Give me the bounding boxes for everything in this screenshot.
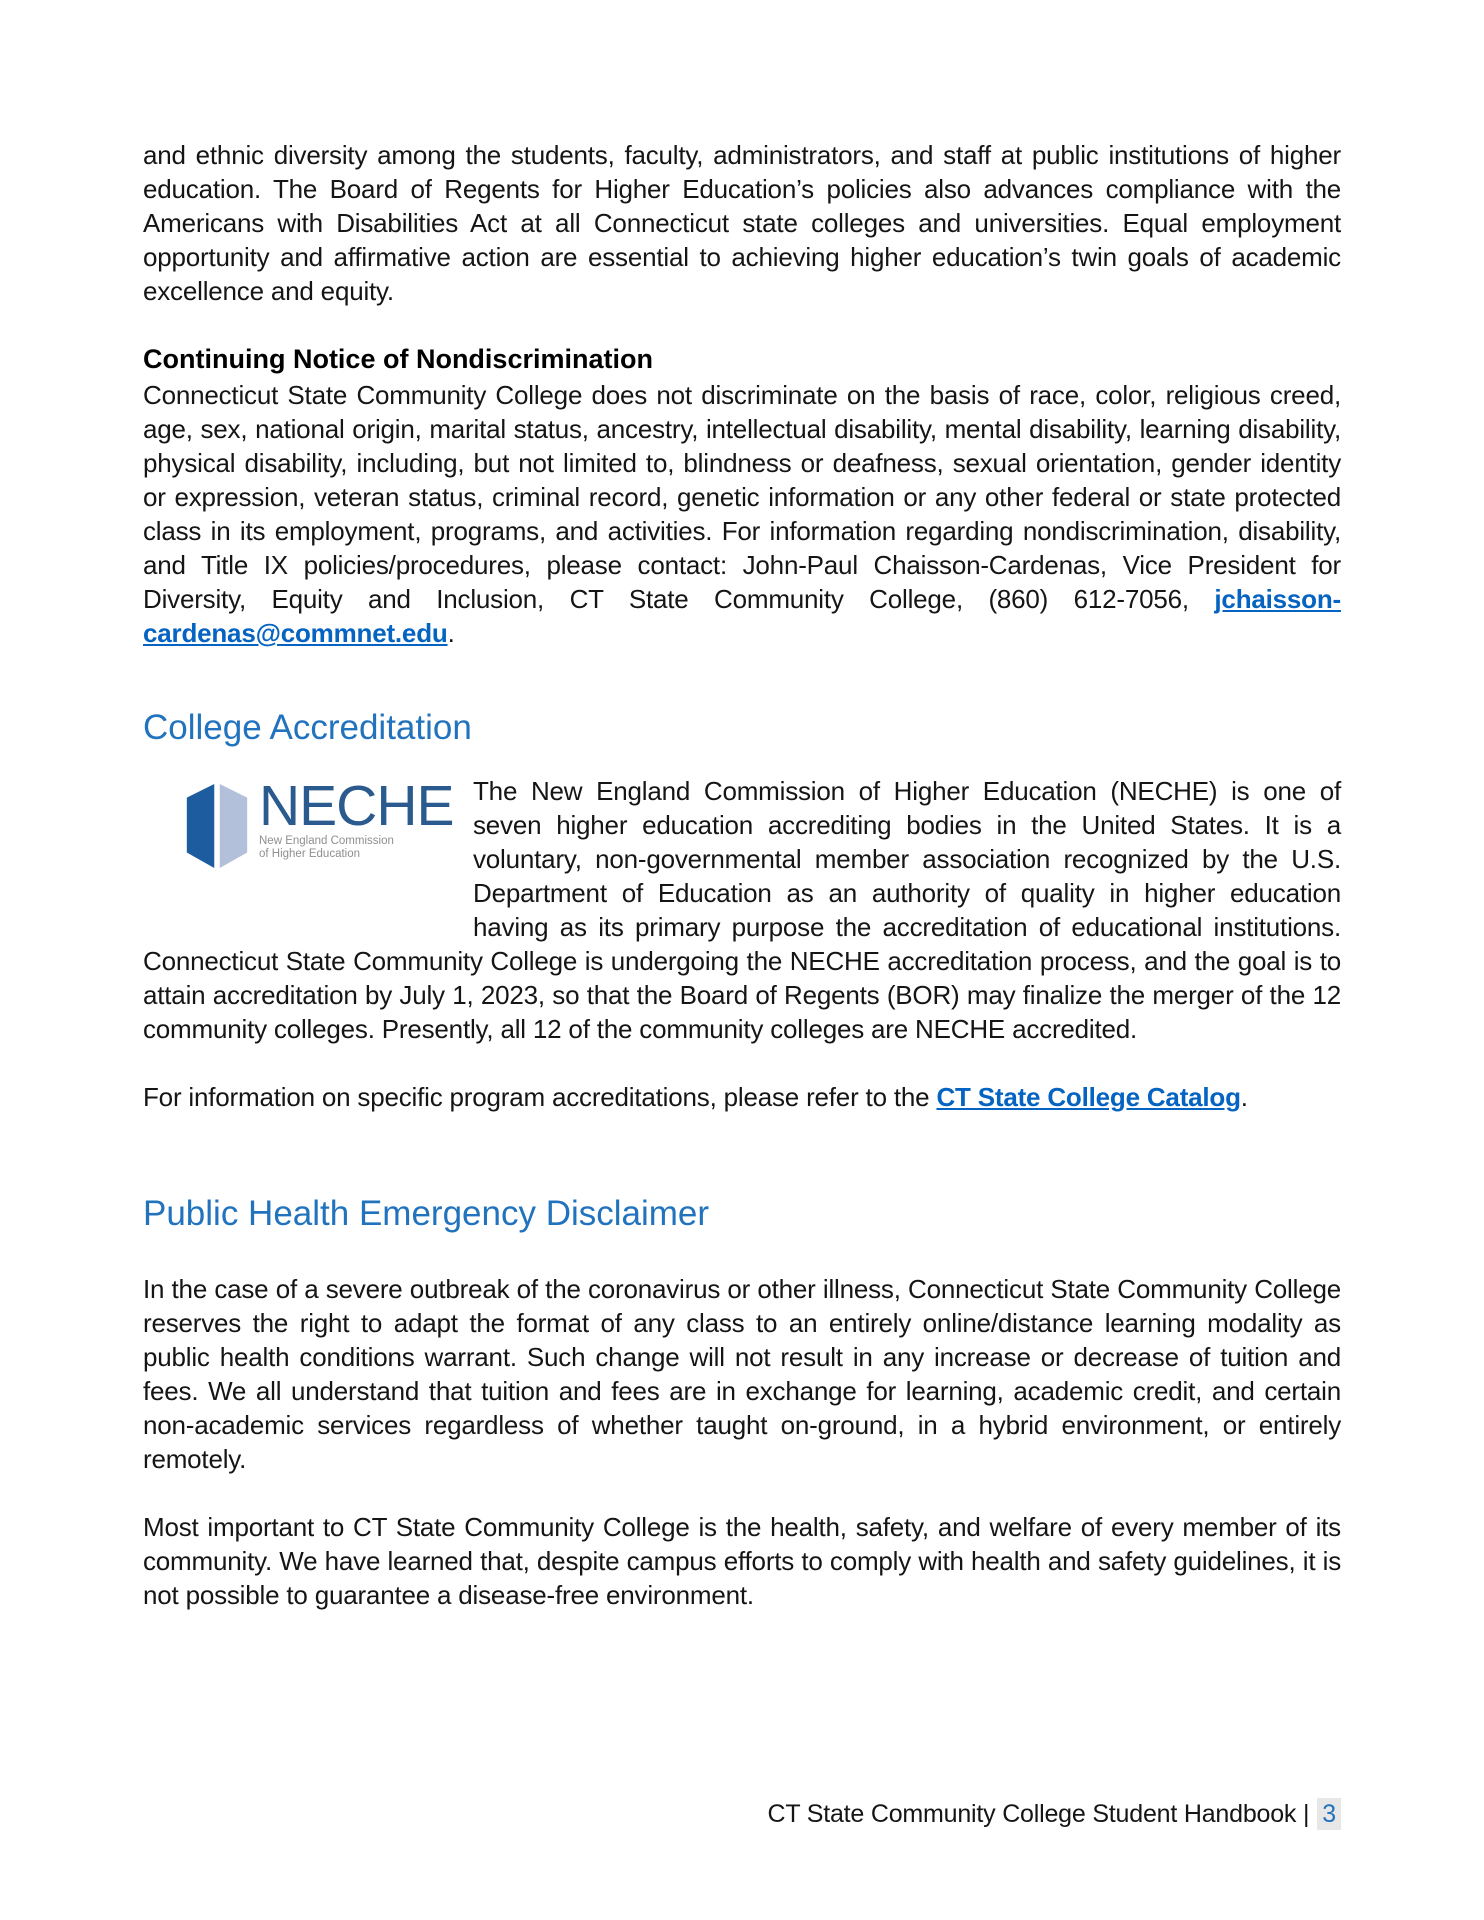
public-health-paragraph-2: Most important to CT State Community College is the health, safety, and welfare of every member of its community. We have learned that, despite campus efforts to comply with health and safety guidelines, it is not possible to guarantee a disease-free environment. bbox=[143, 1512, 1341, 1610]
neche-logo bbox=[143, 774, 473, 912]
nondiscrimination-text: Connecticut State Community College does not discriminate on the basis of race, color, religious creed, age, sex, national origin, marital status, ancestry, intellectual disability, mental disability, learning disability, physical disability, including, but not limited to, blindness or deafness, sexual orientation, gender identity or expression, veteran status, criminal record, genetic information or any other federal or state protected class in its employment, programs, and activities. For information regarding nondiscrimination, disability, and Title IX policies/procedures, please contact: John-Paul Chaisson-Cardenas, Vice President for Diversity, Equity and Inclusion, CT State Community College, (860) 612-7056, bbox=[143, 380, 1341, 614]
nondiscrimination-heading: Continuing Notice of Nondiscrimination bbox=[143, 344, 653, 374]
footer-text: CT State Community College Student Handbook | bbox=[767, 1800, 1310, 1828]
public-health-heading: Public Health Emergency Disclaimer bbox=[143, 1194, 710, 1233]
accreditation-text: The New England Commission of Higher Education (NECHE) is one of seven higher education accrediting bodies in the United States. It is a voluntary, non-governmental member association recognized by the U.S. Department of Education as an authority of quality in higher education having as its primary purpose the accreditation of educational institutions. Connecticut State Community College is undergoing the NECHE accreditation process, and the goal is to attain accreditation by July 1, 2023, so that the Board of Regents (BOR) may finalize the merger of the 12 community colleges. Presently, all 12 of the community colleges are NECHE accredited. bbox=[143, 776, 1341, 1044]
catalog-text-end: . bbox=[1240, 1082, 1248, 1112]
page-number: 3 bbox=[1317, 1798, 1341, 1830]
page-content bbox=[143, 138, 1341, 1612]
open-book-icon bbox=[185, 780, 249, 872]
page-footer bbox=[768, 1798, 1342, 1830]
email-link[interactable]: jchaisson-cardenas@commnet.edu bbox=[143, 584, 1341, 648]
catalog-text: For information on specific program accreditations, please refer to the bbox=[143, 1082, 937, 1112]
catalog-link[interactable]: CT State College Catalog bbox=[936, 1082, 1241, 1112]
public-health-paragraph-1: In the case of a severe outbreak of the coronavirus or other illness, Connecticut State Community College reserves the right to adapt the format of any class to an entirely online/distance learning modality as public health conditions warrant. Such change will not result in any increase or decrease of tuition and fees. We all understand that tuition and fees are in exchange for learning, academic credit, and certain non-academic services regardless of whether taught on-ground, in a hybrid environment, or entirely remotely. bbox=[143, 1274, 1341, 1474]
accreditation-paragraph bbox=[143, 774, 1341, 1046]
college-accreditation-heading: College Accreditation bbox=[143, 708, 472, 747]
catalog-paragraph bbox=[143, 1080, 1341, 1114]
intro-paragraph: and ethnic diversity among the students, faculty, administrators, and staff at public institutions of higher education. The Board of Regents for Higher Education’s policies also advances compliance with the Americans with Disabilities Act at all Connecticut state colleges and universities. Equal employment opportunity and affirmative action are essential to achieving higher education’s twin goals of academic excellence and equity. bbox=[143, 140, 1341, 306]
neche-tagline: New England Commission of Higher Education bbox=[259, 835, 394, 860]
neche-acronym: NECHE bbox=[259, 774, 454, 838]
nondiscrimination-text-end: . bbox=[447, 618, 455, 648]
nondiscrimination-paragraph bbox=[143, 378, 1341, 650]
